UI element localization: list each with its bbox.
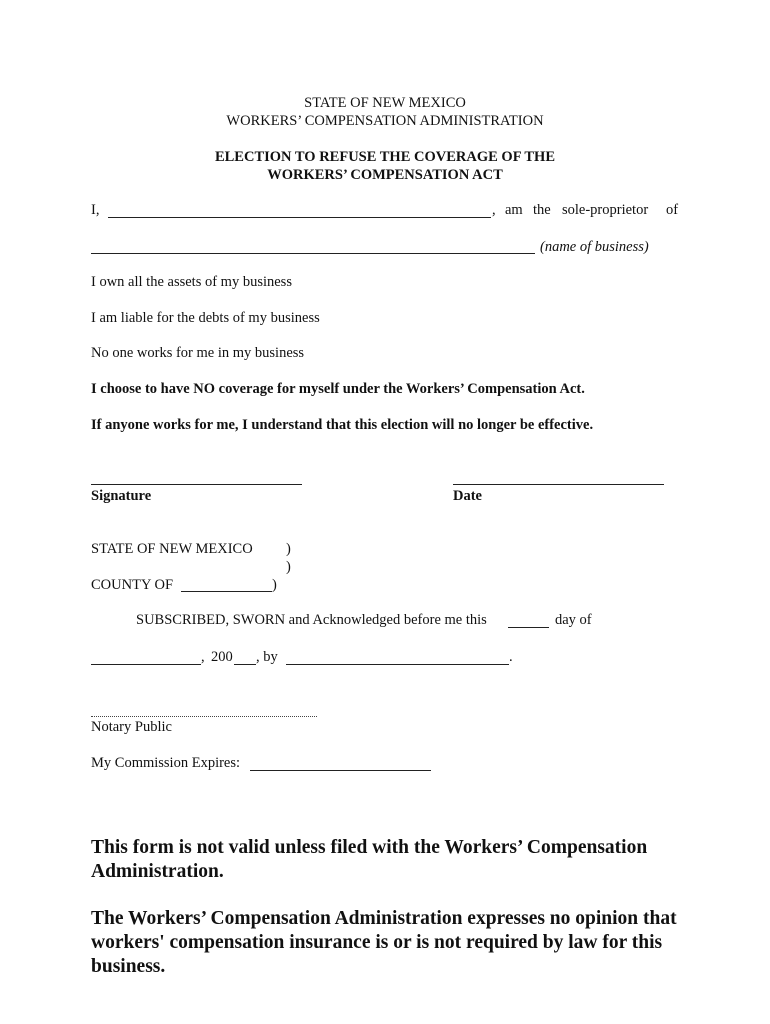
date-field[interactable] bbox=[453, 484, 664, 485]
header-agency: WORKERS’ COMPENSATION ADMINISTRATION bbox=[226, 113, 544, 129]
statement-election-effective: If anyone works for me, I understand that this election will no longer be effective. bbox=[91, 417, 594, 433]
opinion-notice: The Workers’ Compensation Administration expresses no opinion that workers' compensation insurance is or is not required by law for this business. bbox=[91, 908, 677, 977]
venue-paren-2: ) bbox=[286, 559, 291, 575]
venue-paren-1: ) bbox=[286, 541, 291, 557]
header-state: STATE OF NEW MEXICO bbox=[304, 95, 466, 111]
word-sole-proprietor: sole-proprietor bbox=[562, 202, 649, 218]
word-am: am bbox=[505, 202, 523, 218]
form-title-line1: ELECTION TO REFUSE THE COVERAGE OF THE bbox=[214, 149, 556, 165]
business-name-hint: (name of business) bbox=[540, 239, 649, 255]
day-field[interactable] bbox=[508, 627, 549, 628]
date-label: Date bbox=[453, 488, 482, 504]
year-prefix: 200 bbox=[211, 649, 233, 665]
by-text: , by bbox=[256, 649, 278, 665]
statement-no-employees: No one works for me in my business bbox=[91, 345, 305, 361]
by-name-field[interactable] bbox=[286, 664, 509, 665]
proprietor-name-field[interactable] bbox=[108, 217, 491, 218]
notary-signature-field[interactable] bbox=[91, 716, 317, 717]
month-comma: , bbox=[201, 649, 205, 665]
county-field[interactable] bbox=[181, 591, 272, 592]
validity-notice: This form is not valid unless filed with the Workers’ Compensation Administration. bbox=[91, 837, 648, 882]
venue-county: COUNTY OF bbox=[91, 577, 174, 593]
venue-state: STATE OF NEW MEXICO bbox=[91, 541, 253, 557]
commission-label: My Commission Expires: bbox=[91, 755, 241, 771]
signature-field[interactable] bbox=[91, 484, 302, 485]
business-name-field[interactable] bbox=[91, 253, 535, 254]
by-period: . bbox=[509, 649, 513, 665]
commission-expires-field[interactable] bbox=[250, 770, 431, 771]
month-field[interactable] bbox=[91, 664, 201, 665]
word-of: of bbox=[666, 202, 679, 218]
sworn-text: SUBSCRIBED, SWORN and Acknowledged before me this bbox=[136, 612, 487, 628]
prefix-i: I, bbox=[91, 202, 100, 218]
day-of-text: day of bbox=[555, 612, 592, 628]
notary-public-label: Notary Public bbox=[91, 719, 172, 735]
venue-paren-3: ) bbox=[272, 577, 277, 593]
comma: , bbox=[492, 202, 496, 218]
signature-label: Signature bbox=[91, 488, 152, 504]
statement-assets: I own all the assets of my business bbox=[91, 274, 292, 290]
year-field[interactable] bbox=[234, 664, 256, 665]
form-title-line2: WORKERS’ COMPENSATION ACT bbox=[267, 167, 503, 183]
statement-debts: I am liable for the debts of my business bbox=[91, 310, 320, 326]
statement-no-coverage: I choose to have NO coverage for myself under the Workers’ Compensation Act. bbox=[91, 381, 585, 397]
word-the: the bbox=[533, 202, 551, 218]
